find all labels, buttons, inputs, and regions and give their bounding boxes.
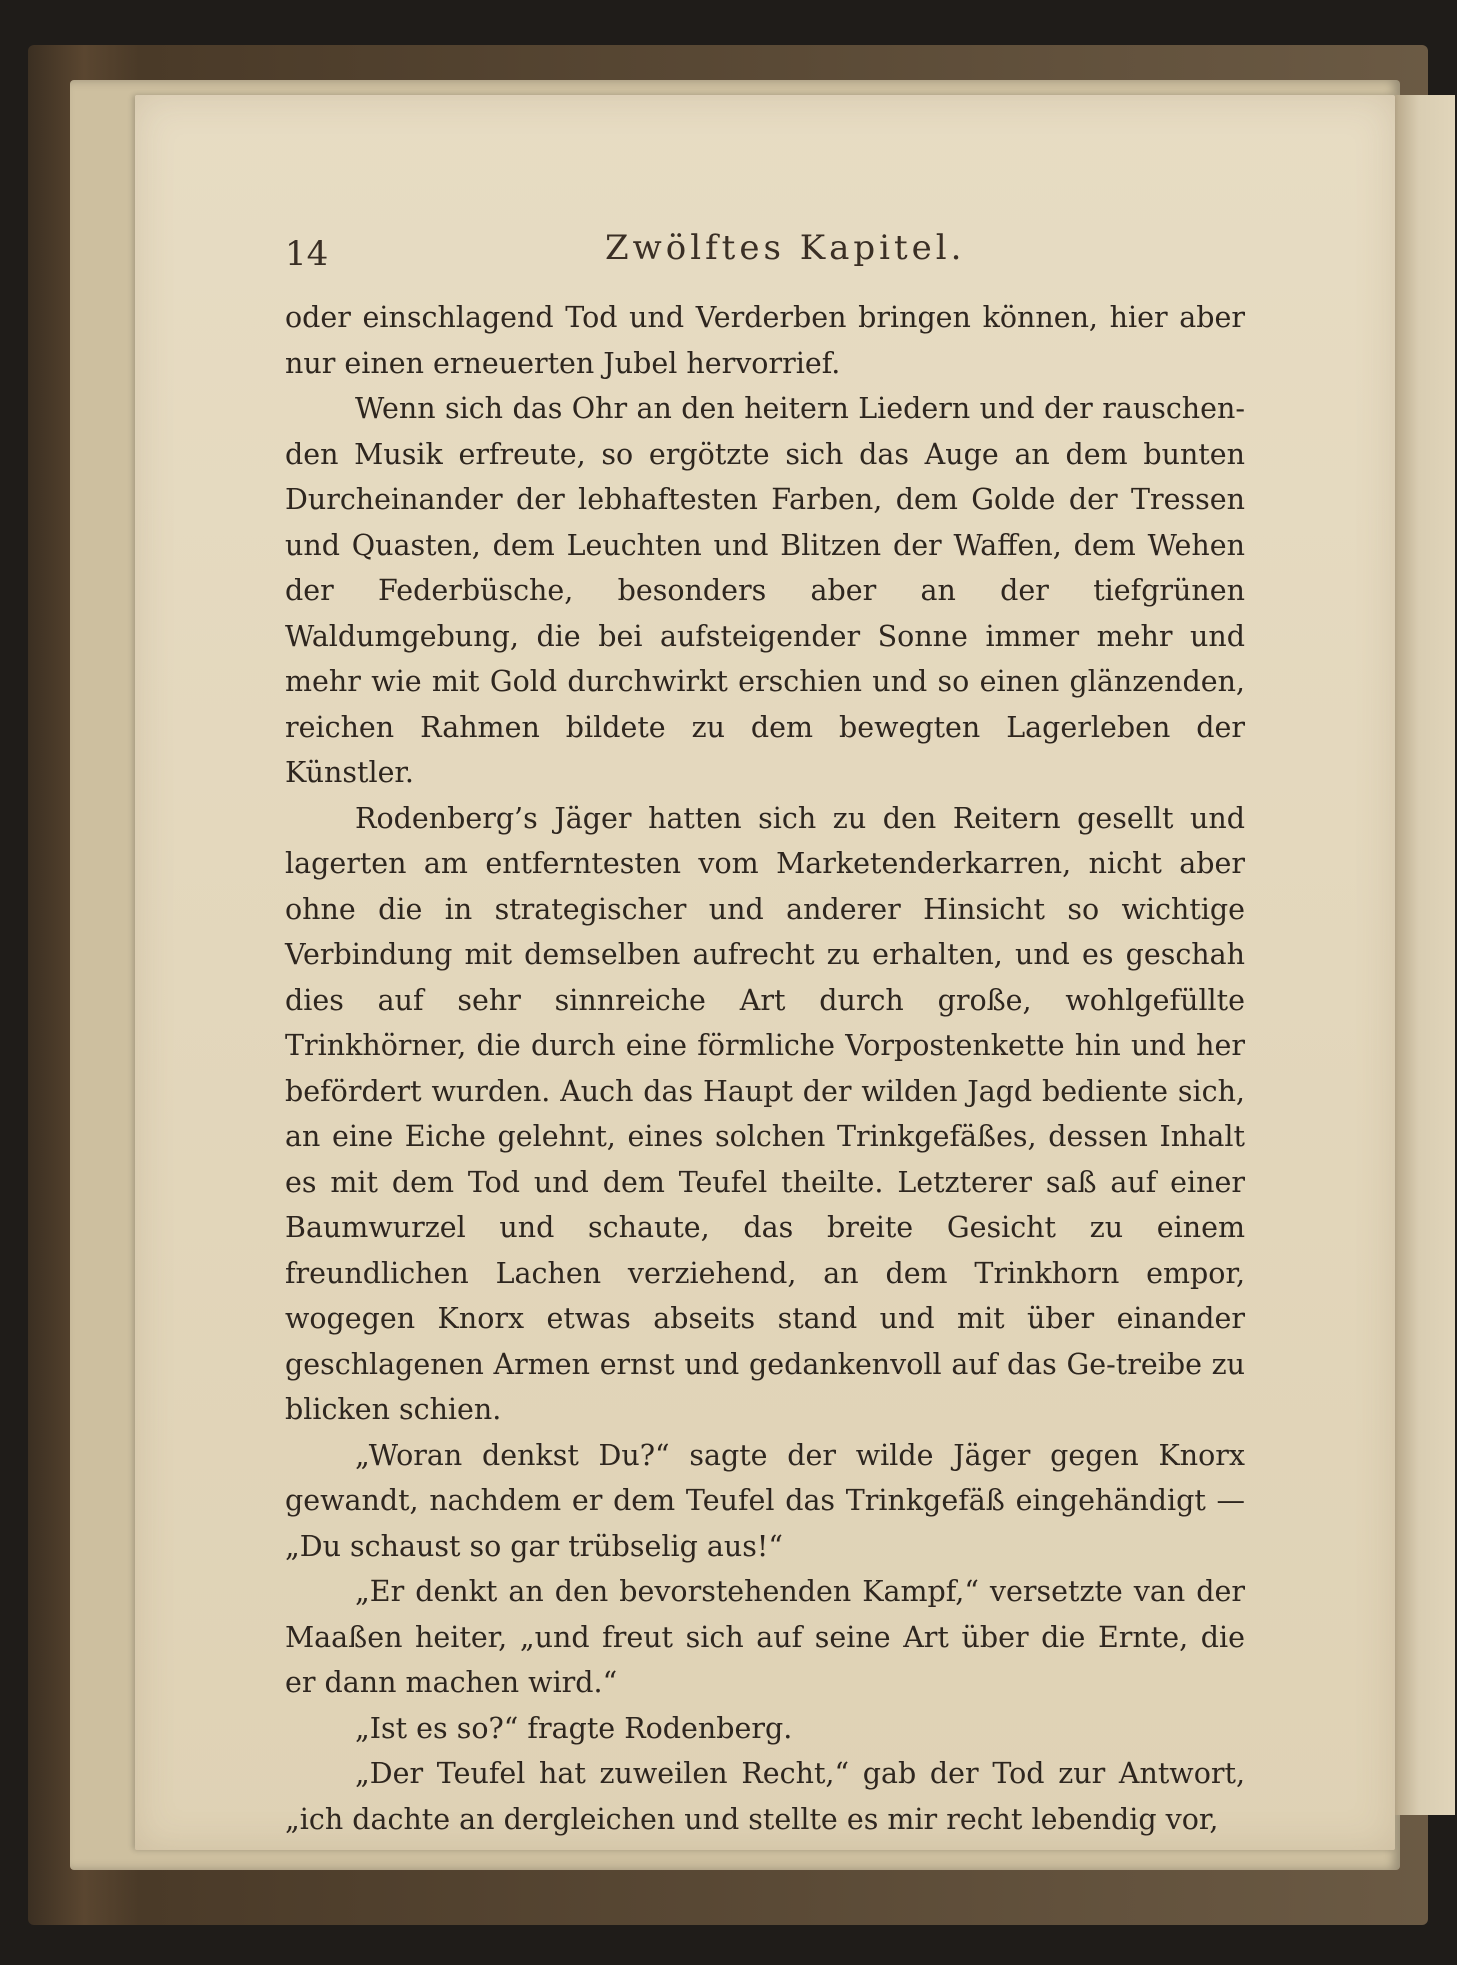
running-head: Zwölftes Kapitel. xyxy=(605,228,966,268)
facing-page-edge xyxy=(1395,95,1455,1815)
page-header xyxy=(285,228,1285,278)
paragraph: „Der Teufel hat zuweilen Recht,“ gab der Tod zur Antwort, „ich dachte an dergleichen und stellte es mir recht lebendig vor, xyxy=(285,1757,1245,1836)
paragraph: oder einschlagend Tod und Verderben bringen können, hier aber nur einen erneuerten Jubel hervorrief. xyxy=(285,301,1245,380)
paragraph: „Er denkt an den bevorstehenden Kampf,“ versetzte van der Maaßen heiter, „und freut sich auf seine Art über die Ernte, die er dann machen wird.“ xyxy=(285,1575,1245,1699)
paragraph: Wenn sich das Ohr an den heitern Liedern und der rauschen-den Musik erfreute, so ergötzte sich das Auge an dem bunten Durcheinander der lebhaftesten Farben, dem Golde der Tressen und Quasten, dem Leuchten und Blitzen der Waffen, dem Wehen der Federbüsche, besonders aber an der tiefgrünen Waldumgebung, die bei aufsteigender Sonne immer mehr und mehr wie mit Gold durchwirkt erschien und so einen glänzenden, reichen Rahmen bildete zu dem bewegten Lagerleben der Künstler. xyxy=(285,392,1245,789)
paragraph: „Ist es so?“ fragte Rodenberg. xyxy=(355,1711,793,1745)
paragraph: Rodenberg’s Jäger hatten sich zu den Reitern gesellt und lagerten am entferntesten vom Marketenderkarren, nicht aber ohne die in strategischer und anderer Hinsicht so wichtige Verbindung mit demselben aufrecht zu erhalten, und es geschah dies auf sehr sinnreiche Art durch große, wohlgefüllte Trinkhörner, die durch eine förmliche Vorpostenkette hin und her befördert wurden. Auch das Haupt der wilden Jagd bediente sich, an eine Eiche gelehnt, eines solchen Trinkgefäßes, dessen Inhalt es mit dem Tod und dem Teufel theilte. Letzterer saß auf einer Baumwurzel und schaute, das breite Gesicht zu einem freundlichen Lachen verziehend, an dem Trinkhorn empor, wogegen Knorx etwas abseits stand und mit über einander geschlagenen Armen ernst und gedankenvoll auf das Ge-treibe zu blicken schien. xyxy=(285,801,1245,1426)
page-number: 14 xyxy=(285,234,329,274)
paragraph: „Woran denkst Du?“ sagte der wilde Jäger gegen Knorx gewandt, nachdem er dem Teufel das Trinkgefäß eingehändigt — „Du schaust so gar trübselig aus!“ xyxy=(285,1438,1245,1563)
body-text xyxy=(285,295,1245,1842)
